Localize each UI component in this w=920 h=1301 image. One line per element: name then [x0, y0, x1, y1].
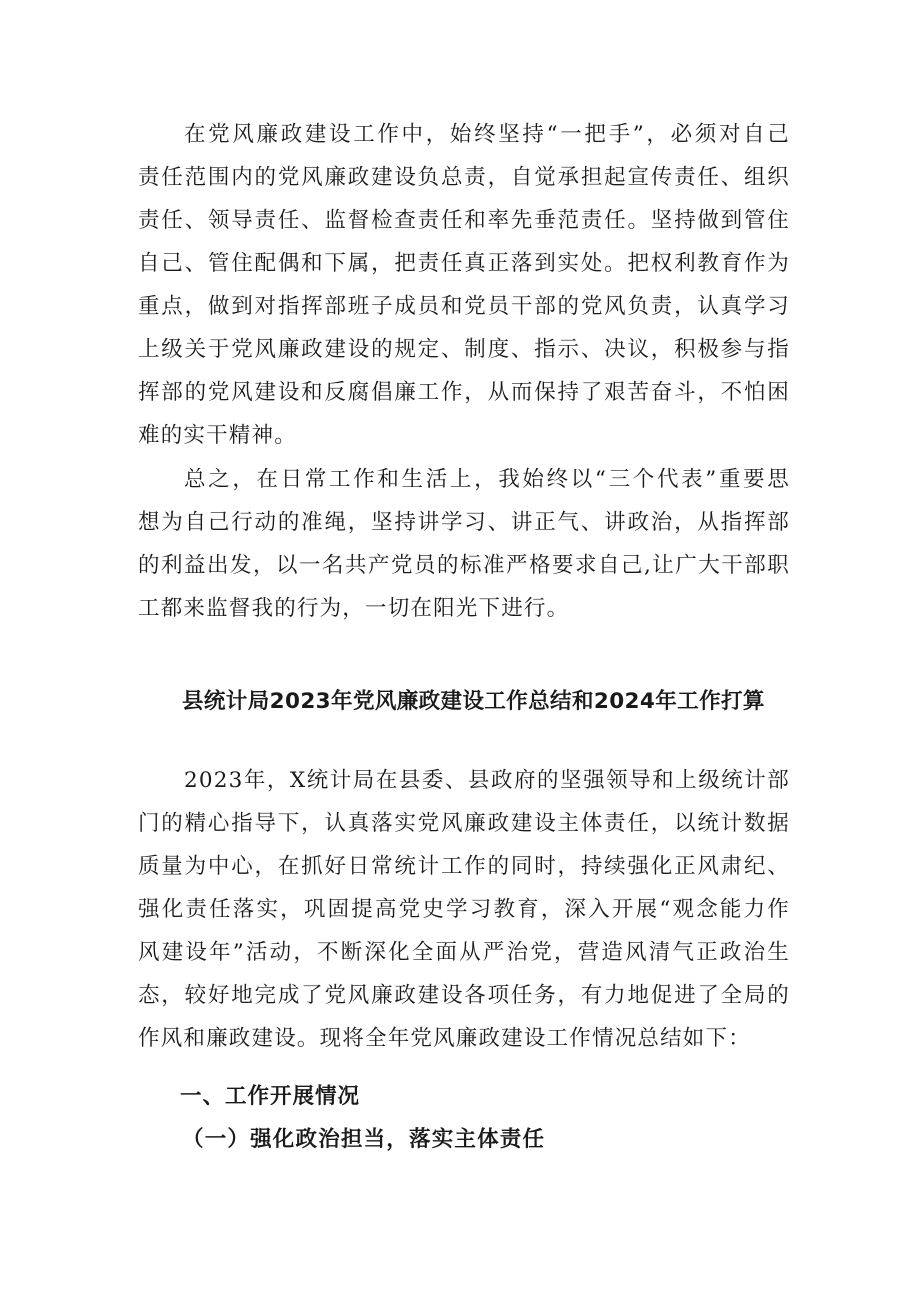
document-title: 县统计局2023年党风廉政建设工作总结和2024年工作打算	[182, 689, 765, 714]
paragraph-line: 作风和廉政建设。现将全年党风廉政建设工作情况总结如下：	[138, 1026, 751, 1051]
paragraph-line: 风建设年”活动，不断深化全面从严治党，营造风清气正政治生	[138, 940, 790, 965]
paragraph-line: 责任、领导责任、监督检查责任和率先垂范责任。坚持做到管住	[138, 208, 790, 233]
paragraph-line: 重点，做到对指挥部班子成员和党员干部的党风负责，认真学习	[138, 294, 790, 319]
paragraph-line: 总之，在日常工作和生活上，我始终以“三个代表”重要思	[184, 467, 790, 492]
paragraph-line: 难的实干精神。	[138, 423, 297, 448]
paragraph-line: 强化责任落实，巩固提高党史学习教育，深入开展“观念能力作	[138, 897, 790, 922]
paragraph-line: 上级关于党风廉政建设的规定、制度、指示、决议，积极参与指	[138, 337, 790, 362]
paragraph-line: 工都来监督我的行为，一切在阳光下进行。	[138, 596, 570, 621]
paragraph-intro	[138, 759, 790, 1060]
paragraph-line: 想为自己行动的准绳，坚持讲学习、讲正气、讲政治，从指挥部	[138, 510, 790, 535]
paragraph-line: 门的精心指导下，认真落实党风廉政建设主体责任，以统计数据	[138, 811, 790, 836]
paragraph-line: 自己、管住配偶和下属，把责任真正落到实处。把权利教育作为	[138, 251, 790, 276]
section-heading: 一、工作开展情况	[180, 1084, 361, 1109]
paragraph-responsibility	[138, 113, 790, 457]
paragraph-conclusion	[138, 458, 790, 630]
paragraph-line: 质量为中心，在抓好日常统计工作的同时，持续强化正风肃纪、	[138, 854, 790, 879]
paragraph-line: 的利益出发，以一名共产党员的标准严格要求自己,让广大干部职	[138, 553, 790, 578]
paragraph-line: 责任范围内的党风廉政建设负总责，自觉承担起宣传责任、组织	[138, 165, 790, 190]
subsection-heading: （一）强化政治担当，落实主体责任	[182, 1127, 546, 1152]
paragraph-line: 态，较好地完成了党风廉政建设各项任务，有力地促进了全局的	[138, 983, 790, 1008]
paragraph-line: 挥部的党风建设和反腐倡廉工作，从而保持了艰苦奋斗，不怕困	[138, 380, 790, 405]
paragraph-line: 在党风廉政建设工作中，始终坚持“一把手”，必须对自己	[184, 122, 790, 147]
paragraph-line: 2023年，X统计局在县委、县政府的坚强领导和上级统计部	[184, 768, 790, 793]
